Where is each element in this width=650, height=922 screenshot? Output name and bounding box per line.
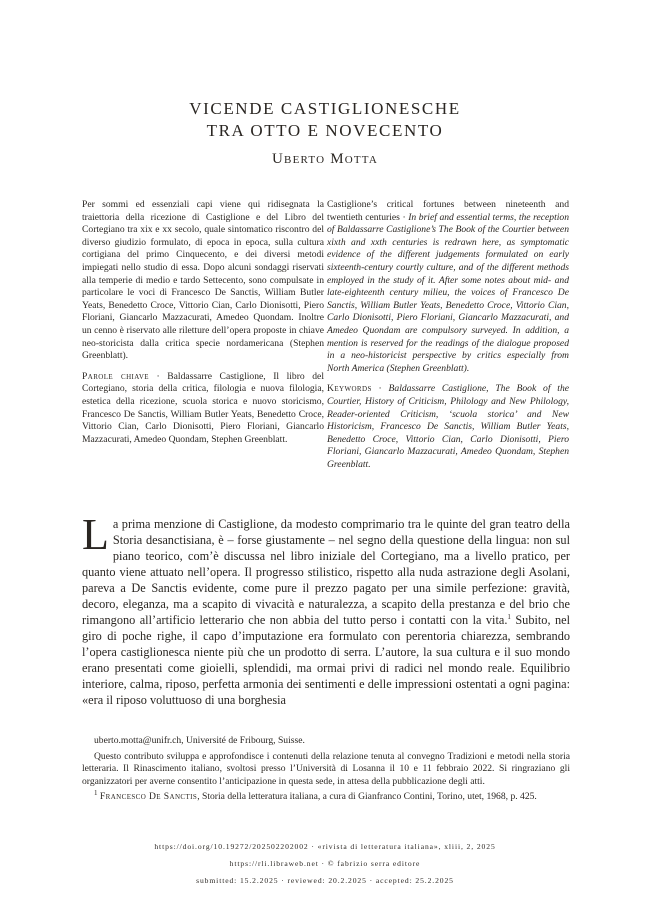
footer-dates: submitted: 15.2.2025 · reviewed: 20.2.2025 · accepted: 25.2.2025 <box>196 876 454 885</box>
footnote-1-text: , Storia della letteratura italiana, a cura di Gianfranco Contini, Torino, utet, 1968, p. 425. <box>197 791 537 803</box>
abstract-english-column <box>327 199 569 471</box>
keywords-english-label: Keywords <box>327 383 372 395</box>
body-paragraph <box>82 510 570 708</box>
abstract-italian-column <box>82 199 324 446</box>
drop-cap: L <box>82 510 109 559</box>
footnote-1 <box>82 791 570 804</box>
body-text-part-2: Subito, nel giro di poche righe, il capo d’imputazione era formulato con perentoria chiarezza, sembrando l’opera castiglionesca niente più che un prodotto di serra. L’autore, la sua cultura e il suo mondo erano presentati come gioielli, splendidi, ma ormai privi di radici nel mondo reale. Equilibrio interiore, calma, riposo, perfetta armonia dei sentimenti e delle impressioni ostentati a ogni pagina: «era il riposo voluttuoso di una borghesia <box>82 613 570 707</box>
keywords-italian-list: Baldassarre Castiglione, Il libro del Cortegiano, storia della critica, filologia e nuova filologia, estetica della ricezione, scuola storica e nuovo storicismo, Francesco De Sanctis, William Butler Yeats, Benedetto Croce, Vittorio Cian, Carlo Dionisotti, Piero Floriani, Giancarlo Mazzacurati, Amedeo Quondam, Stephen Greenblatt. <box>82 370 324 445</box>
footnote-1-author: Francesco De Sanctis <box>99 791 198 803</box>
article-title-line-2: TRA OTTO E NOVECENTO <box>206 121 444 140</box>
author-name: Uberto Motta <box>272 151 378 167</box>
footer-doi[interactable]: https://doi.org/10.19272/202502202002 · «rivista di letteratura italiana», xliii, 2, 2025 <box>154 842 496 851</box>
footer-website[interactable]: https://rli.libraweb.net · © fabrizio serra editore <box>229 859 421 868</box>
article-title-line-1: VICENDE CASTIGLIONESCHE <box>189 99 461 118</box>
body-text-part-1: a prima menzione di Castiglione, da modesto comprimario tra le quinte del gran teatro della Storia desanctisiana, è – forse giustamente – nel segno della questione della lingua: non sul piano teorico, com’è discussa nel libro iniziale del Cortegiano, ma a livello pratico, per quanto viene attuato nell’opera. Il progresso stilistico, rispetto alla nuda astrazione degli Asolani, pareva a De Sanctis evidente, come pure il prezzo pagato per una simile perfezione: gravità, decoro, eleganza, ma a scapito di vivacità e naturalezza, a scapito della prestanza e del brio che rimangono all’artificio letterario che non abbia del tutto perso i contatti con la vita. <box>82 517 570 627</box>
footnote-email: uberto.motta@unifr.ch, Université de Fribourg, Suisse. <box>94 735 305 746</box>
footnotes <box>82 735 570 807</box>
keywords-english: Keywords · Baldassarre Castiglione, The Book of the Courtier, History of Criticism, Philology and New Philology, Reader-oriented Criticism, ‘scuola storica’ and New Historicism, Francesco De Sanctis, William Butler Yeats, Benedetto Croce, Vittorio Cian, Carlo Dionisotti, Piero Floriani, Giancarlo Mazzacurati, Amedeo Quondam, Stephen Greenblatt. <box>327 383 569 470</box>
abstract-italian: Per sommi ed essenziali capi viene qui ridisegnata la traiettoria della ricezione di Castiglione e del Libro del Cortegiano tra xix e xx secolo, quale sintomatico riscontro del diverso giudizio formulato, di epoca in epoca, sulla cultura cortigiana del primo Cinquecento, e dei diversi metodi impiegati nello studio di essa. Dopo alcuni sondaggi riservati alla temperie di medio e tardo Settecento, sono compulsate in particolare le voci di Francesco De Sanctis, William Butler Yeats, Benedetto Croce, Vittorio Cian, Carlo Dionisotti, Piero Floriani, Giancarlo Mazzacurati, Amedeo Quondam. Inoltre un cenno è riservato alle riletture dell’opera proposte in chiave neo-storicista dalla critica specie nordamericana (Stephen Greenblatt). <box>82 199 324 362</box>
abstract-english <box>327 199 569 375</box>
footnote-acknowledgement: Questo contributo sviluppa e approfondisce i contenuti della relazione tenuta al convegno Tradizioni e metodi nella storia letteraria. Il Rinascimento italiano, svoltosi presso l’Università di Losanna il 10 e 11 febbraio 2022. Si ringraziano gli organizzatori per averne consentito l’anticipazione in questa sede, in attesa della pubblicazione degli atti. <box>82 750 570 787</box>
body-text <box>82 510 570 708</box>
abstract-english-text: In brief and essential terms, the reception of Baldassarre Castiglione’s The Book of the Courtier between xixth and xxth centuries is redrawn here, as symptomatic evidence of the different judgements formulated on early sixteenth-century courtly culture, and of the different methods employed in the study of it. After some notes about mid- and late-eighteenth century milieu, the voices of Francesco De Sanctis, William Butler Yeats, Benedetto Croce, Vittorio Cian, Carlo Dionisotti, Piero Floriani, Giancarlo Mazzacurati, and Amedeo Quondam are compulsory surveyed. In addition, a mention is reserved for the readings of the dialogue proposed in a neo-historicist perspective by critics especially from North America (Stephen Greenblatt). <box>327 211 569 374</box>
footnote-1-mark: 1 <box>94 789 98 798</box>
keywords-italian: Parole chiave · Baldassarre Castiglione, Il libro del Cortegiano, storia della critica, filologia e nuova filologia, estetica della ricezione, scuola storica e nuovo storicismo, Francesco De Sanctis, William Butler Yeats, Benedetto Croce, Vittorio Cian, Carlo Dionisotti, Piero Floriani, Giancarlo Mazzacurati, Amedeo Quondam, Stephen Greenblatt. <box>82 370 324 445</box>
footnote-reference[interactable]: 1 <box>507 612 511 621</box>
keywords-english-list: Baldassarre Castiglione, The Book of the Courtier, History of Criticism, Philology and New Philology, Reader-oriented Criticism, ‘scuola storica’ and New Historicism, Francesco De Sanctis, William Butler Yeats, Benedetto Croce, Vittorio Cian, Carlo Dionisotti, Piero Floriani, Giancarlo Mazzacurati, Amedeo Quondam, Stephen Greenblatt. <box>327 383 569 470</box>
abstract-english-title: Castiglione’s critical fortunes between nineteenth and twentieth centuries · <box>327 199 569 223</box>
keywords-italian-label: Parole chiave <box>82 370 149 382</box>
